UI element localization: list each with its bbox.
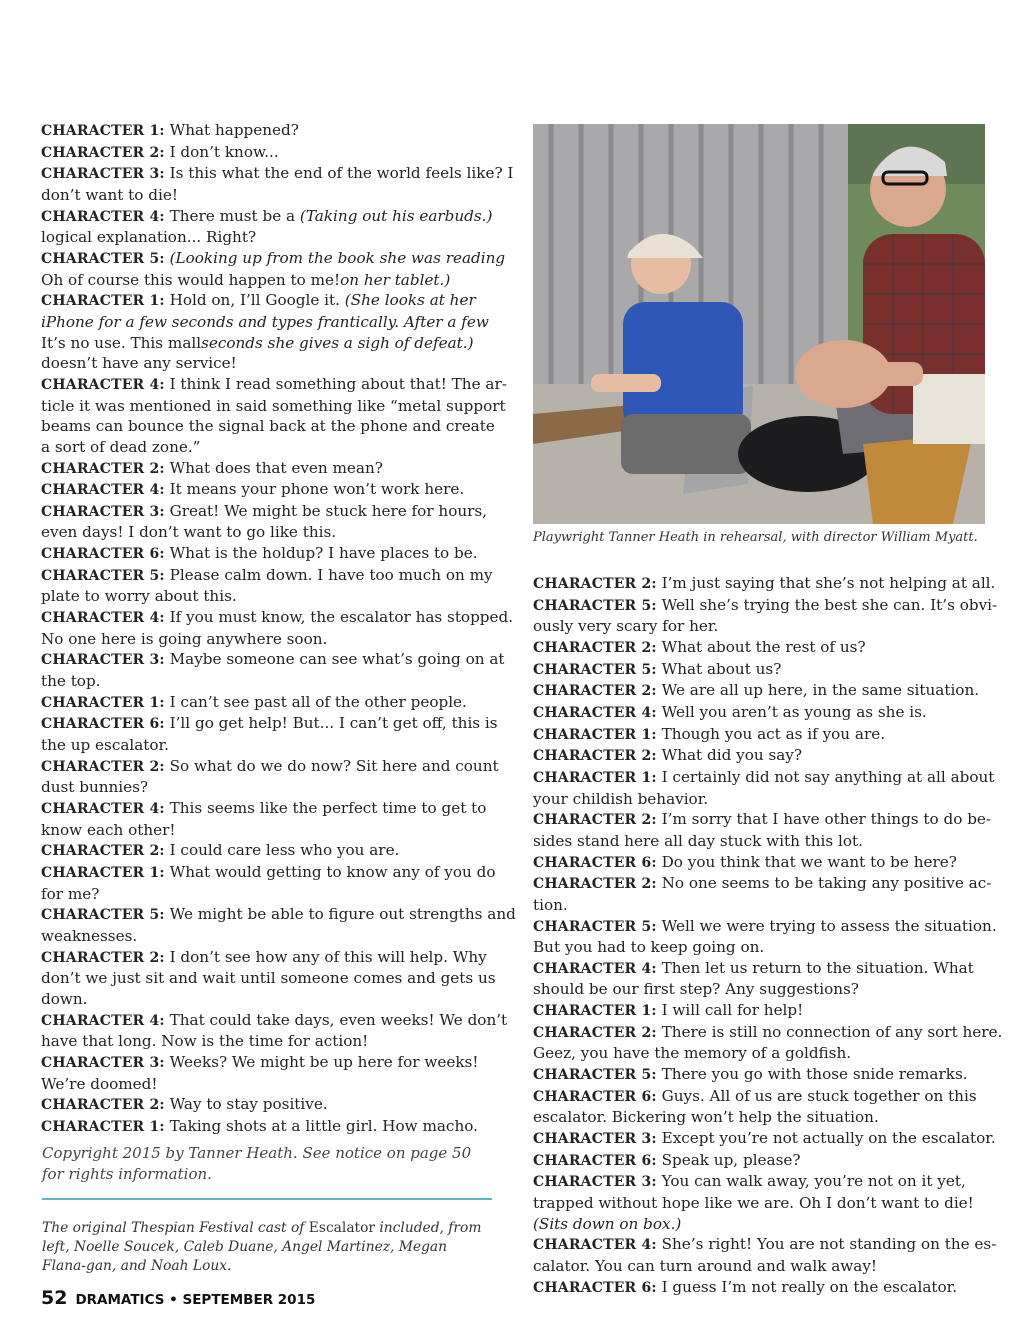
cast-note-title: Escalator <box>308 1220 375 1236</box>
dialogue-text: sides stand here all day stuck with this lot. <box>533 831 863 850</box>
speaker-name: CHARACTER 2: <box>41 843 165 860</box>
script-line <box>533 637 985 659</box>
speaker-name: CHARACTER 2: <box>533 876 657 893</box>
speaker-name: CHARACTER 2: <box>41 758 165 775</box>
dialogue-text: don’t we just sit and wait until someone comes and gets us <box>41 969 496 988</box>
script-line <box>533 916 997 938</box>
script-line <box>41 248 506 270</box>
script-line <box>533 767 995 789</box>
speaker-name: CHARACTER 2: <box>41 1097 165 1114</box>
dialogue-text: Well she’s trying the best she can. It’s obvi- <box>656 595 998 614</box>
stage-direction: (Sits down on box.) <box>533 1214 682 1233</box>
speaker-name: CHARACTER 6: <box>41 546 165 563</box>
script-line <box>41 926 493 947</box>
script-line <box>41 735 493 756</box>
cast-note <box>42 1219 494 1276</box>
dialogue-text: your childish behavior. <box>533 789 709 808</box>
script-line <box>533 1128 996 1150</box>
dialogue-text: for me? <box>41 884 100 903</box>
script-line <box>533 724 985 746</box>
dialogue-text: Do you think that we want to be here? <box>656 852 957 871</box>
script-line <box>41 692 493 714</box>
script-column-left <box>41 120 516 1138</box>
dialogue-text: Guys. All of us are stuck together on this <box>656 1086 977 1105</box>
dialogue-text: What would getting to know any of you do <box>164 862 496 881</box>
script-line <box>41 607 514 629</box>
script-line <box>41 1031 493 1052</box>
dialogue-text: know each other! <box>41 820 176 839</box>
dialogue-text: weaknesses. <box>41 926 138 945</box>
dialogue-text: Well you aren’t as young as she is. <box>656 702 927 721</box>
script-line <box>41 798 493 820</box>
copyright-notice: Copyright 2015 by Tanner Heath. See notice on page 50 for rights information. <box>42 1144 472 1183</box>
dialogue-text: a sort of dead zone.” <box>41 437 201 456</box>
script-line <box>533 937 985 958</box>
script-line <box>41 1052 493 1074</box>
dialogue-text: What does that even mean? <box>164 458 383 477</box>
dialogue-text: Please calm down. I have too much on my <box>164 565 493 584</box>
rehearsal-photo <box>533 124 985 524</box>
script-line <box>533 1022 1003 1044</box>
dialogue-text: I don’t see how any of this will help. Why <box>164 947 487 966</box>
dialogue-text: escalator. Bickering won’t help the situation. <box>533 1108 879 1127</box>
script-line <box>41 649 505 671</box>
script-line <box>41 1116 493 1138</box>
dialogue-text: Well we were trying to assess the situation. <box>656 916 997 935</box>
dialogue-text: So what do we do now? Sit here and count <box>164 756 499 775</box>
speaker-name: CHARACTER 6: <box>533 854 657 871</box>
script-line <box>41 629 493 650</box>
script-line <box>533 1064 985 1086</box>
dialogue-text: That could take days, even weeks! We don’t <box>164 1010 508 1029</box>
cast-note-pre: The original Thespian Festival cast of <box>42 1220 309 1236</box>
dialogue-text: I certainly did not say anything at all about <box>656 767 995 786</box>
dialogue-text: dust bunnies? <box>41 778 149 797</box>
dialogue-text: Maybe someone can see what’s going on at <box>164 650 505 669</box>
stage-direction: on her tablet.) <box>340 270 451 289</box>
script-line <box>533 979 985 1000</box>
script-line <box>41 290 493 312</box>
dialogue-text: doesn’t have any service! <box>41 354 237 373</box>
script-line <box>41 968 496 989</box>
script-line <box>41 437 493 458</box>
dialogue-text: even days! I don’t want to go like this. <box>41 523 337 542</box>
dialogue-text: We might be able to figure out strengths and <box>164 905 516 924</box>
script-line <box>533 1214 985 1235</box>
speaker-name: CHARACTER 1: <box>41 694 165 711</box>
script-line <box>41 374 507 396</box>
script-line <box>533 1150 985 1172</box>
speaker-name: CHARACTER 2: <box>533 639 657 656</box>
script-line <box>41 904 516 926</box>
magazine-dateline: DRAMATICS • SEPTEMBER 2015 <box>75 1292 316 1308</box>
speaker-name: CHARACTER 6: <box>533 1279 657 1296</box>
dialogue-text: logical explanation... Right? <box>41 228 257 247</box>
script-line <box>41 1074 493 1095</box>
dialogue-text: calator. You can turn around and walk away! <box>533 1257 878 1275</box>
dialogue-text: There must be a <box>164 206 296 225</box>
dialogue-text: Is this what the end of the world feels like? I <box>164 164 514 183</box>
dialogue-text: beams can bounce the signal back at the phone and create <box>41 417 495 436</box>
script-line <box>533 745 985 767</box>
speaker-name: CHARACTER 1: <box>41 1118 165 1135</box>
dialogue-text: I will call for help! <box>656 1001 804 1020</box>
stage-direction: seconds she gives a sigh of defeat.) <box>201 333 474 352</box>
script-line <box>41 142 493 164</box>
script-line <box>533 1000 985 1022</box>
stage-direction: (She looks at her <box>344 291 476 310</box>
script-line <box>41 777 493 798</box>
speaker-name: CHARACTER 5: <box>41 907 165 924</box>
dialogue-text: Geez, you have the memory of a goldfish. <box>533 1044 852 1063</box>
speaker-name: CHARACTER 6: <box>533 1088 657 1105</box>
speaker-name: CHARACTER 1: <box>533 1003 657 1020</box>
speaker-name: CHARACTER 3: <box>533 1131 657 1148</box>
dialogue-text: should be our first step? Any suggestions? <box>533 980 859 999</box>
script-line <box>41 501 493 523</box>
script-line <box>41 862 496 884</box>
speaker-name: CHARACTER 5: <box>41 250 165 267</box>
script-line <box>533 895 985 916</box>
script-line <box>41 756 499 778</box>
script-line <box>41 396 506 417</box>
dialogue-text: No one seems to be taking any positive ac- <box>656 874 992 893</box>
stage-direction: (Looking up from the book she was reading <box>164 248 506 267</box>
script-line <box>41 671 493 692</box>
script-line <box>533 809 992 831</box>
speaker-name: CHARACTER 1: <box>533 769 657 786</box>
dialogue-text: What is the holdup? I have places to be. <box>164 544 478 563</box>
script-line <box>41 947 493 969</box>
speaker-name: CHARACTER 2: <box>533 812 657 829</box>
script-line <box>533 958 985 980</box>
script-line <box>533 1234 997 1256</box>
dialogue-text: I think I read something about that! The ar- <box>164 374 507 393</box>
script-line <box>533 1107 985 1128</box>
page-number: 52 <box>41 1287 68 1309</box>
dialogue-text: Though you act as if you are. <box>656 724 886 743</box>
dialogue-text: I guess I’m not really on the escalator. <box>656 1277 958 1296</box>
dialogue-text: Oh of course this would happen to me! <box>41 270 341 289</box>
script-line <box>533 595 998 617</box>
cast-note-post: included, from left, Noelle Soucek, Caleb Duane, Angel Martinez, Megan Flana-gan, and Noah Loux. <box>42 1220 482 1274</box>
script-line <box>533 616 985 637</box>
speaker-name: CHARACTER 3: <box>533 1174 657 1191</box>
dialogue-text: Way to stay positive. <box>164 1095 328 1114</box>
dialogue-text: I can’t see past all of the other people. <box>164 692 467 711</box>
speaker-name: CHARACTER 4: <box>41 208 165 225</box>
dialogue-text: There is still no connection of any sort here. <box>656 1022 1003 1041</box>
script-line <box>41 416 493 437</box>
dialogue-text: I’m sorry that I have other things to do be- <box>656 810 992 829</box>
script-line <box>41 458 493 480</box>
speaker-name: CHARACTER 3: <box>41 503 165 520</box>
dialogue-text: There you go with those snide remarks. <box>656 1065 968 1084</box>
speaker-name: CHARACTER 4: <box>533 1237 657 1254</box>
dialogue-text: Great! We might be stuck here for hours, <box>164 501 487 520</box>
script-line <box>41 840 493 862</box>
speaker-name: CHARACTER 1: <box>41 864 165 881</box>
speaker-name: CHARACTER 2: <box>41 949 165 966</box>
dialogue-text: I’m just saying that she’s not helping at all. <box>656 574 996 592</box>
script-line <box>533 1086 985 1108</box>
script-column-right <box>533 573 1003 1298</box>
dialogue-text: tion. <box>533 895 568 914</box>
dialogue-text: What about the rest of us? <box>656 637 866 656</box>
dialogue-text: She’s right! You are not standing on the es- <box>656 1235 997 1254</box>
script-line <box>533 680 985 702</box>
page-folio <box>41 1287 315 1309</box>
dialogue-text: No one here is going anywhere soon. <box>41 629 328 648</box>
script-line <box>533 873 992 895</box>
speaker-name: CHARACTER 5: <box>533 597 657 614</box>
script-line <box>41 312 493 333</box>
script-line <box>533 1171 985 1193</box>
script-line <box>533 659 985 681</box>
speaker-name: CHARACTER 4: <box>41 610 165 627</box>
speaker-name: CHARACTER 6: <box>41 716 165 733</box>
script-line <box>41 1010 508 1032</box>
speaker-name: CHARACTER 2: <box>533 683 657 700</box>
dialogue-text: It means your phone won’t work here. <box>164 480 465 499</box>
dialogue-text: ously very scary for her. <box>533 617 719 636</box>
speaker-name: CHARACTER 5: <box>533 918 657 935</box>
dialogue-text: the up escalator. <box>41 736 169 755</box>
dialogue-text: Then let us return to the situation. What <box>656 958 974 977</box>
script-line <box>533 831 985 852</box>
divider-rule <box>42 1198 492 1200</box>
script-line <box>41 1094 493 1116</box>
dialogue-text: This seems like the perfect time to get to <box>164 799 487 817</box>
speaker-name: CHARACTER 2: <box>533 748 657 765</box>
script-line <box>41 270 493 291</box>
speaker-name: CHARACTER 2: <box>41 144 165 161</box>
speaker-name: CHARACTER 2: <box>533 1024 657 1041</box>
script-line <box>41 989 493 1010</box>
dialogue-text: We’re doomed! <box>41 1074 158 1093</box>
speaker-name: CHARACTER 5: <box>41 567 165 584</box>
speaker-name: CHARACTER 4: <box>41 376 165 393</box>
script-line <box>533 852 985 874</box>
script-line <box>41 543 493 565</box>
photo-caption: Playwright Tanner Heath in rehearsal, with director William Myatt. <box>533 530 978 545</box>
speaker-name: CHARACTER 3: <box>41 1054 165 1071</box>
dialogue-text: We are all up here, in the same situation. <box>656 681 980 700</box>
dialogue-text: I could care less who you are. <box>164 841 400 860</box>
script-line <box>41 820 493 841</box>
dialogue-text: don’t want to die! <box>41 185 178 204</box>
script-line <box>41 120 493 142</box>
speaker-name: CHARACTER 2: <box>533 576 657 592</box>
script-line <box>41 227 493 248</box>
script-line <box>533 702 985 724</box>
script-line <box>41 522 493 543</box>
speaker-name: CHARACTER 5: <box>533 661 657 678</box>
speaker-name: CHARACTER 1: <box>533 726 657 743</box>
speaker-name: CHARACTER 3: <box>41 166 165 183</box>
speaker-name: CHARACTER 6: <box>533 1152 657 1169</box>
dialogue-text: What did you say? <box>656 746 803 765</box>
script-line <box>41 206 493 228</box>
dialogue-text: Weeks? We might be up here for weeks! <box>164 1052 479 1071</box>
dialogue-text: What happened? <box>164 121 299 139</box>
script-line <box>41 884 493 905</box>
dialogue-text: have that long. Now is the time for action! <box>41 1032 369 1051</box>
script-line <box>41 185 493 206</box>
script-line <box>533 1043 985 1064</box>
script-line <box>533 1256 985 1277</box>
dialogue-text: Except you’re not actually on the escalator. <box>656 1129 996 1148</box>
script-line <box>41 565 493 587</box>
dialogue-text: It’s no use. This mall <box>41 333 202 352</box>
speaker-name: CHARACTER 3: <box>41 652 165 669</box>
stage-direction: (Taking out his earbuds.) <box>295 206 493 225</box>
dialogue-text: What about us? <box>656 659 782 678</box>
speaker-name: CHARACTER 2: <box>41 460 165 477</box>
speaker-name: CHARACTER 4: <box>41 482 165 499</box>
dialogue-text: I don’t know... <box>164 142 279 161</box>
speaker-name: CHARACTER 4: <box>41 801 165 817</box>
script-line <box>533 573 996 595</box>
speaker-name: CHARACTER 5: <box>533 1067 657 1084</box>
dialogue-text: But you had to keep going on. <box>533 938 765 957</box>
speaker-name: CHARACTER 4: <box>533 704 657 721</box>
dialogue-text: I’ll go get help! But... I can’t get off, this is <box>164 714 498 733</box>
speaker-name: CHARACTER 1: <box>41 293 165 310</box>
script-line <box>533 789 985 810</box>
script-line <box>533 1277 985 1299</box>
script-line <box>41 586 493 607</box>
dialogue-text: the top. <box>41 672 101 691</box>
dialogue-text: ticle it was mentioned in said something like “metal support <box>41 396 506 415</box>
script-line <box>41 479 493 501</box>
dialogue-text: Speak up, please? <box>656 1150 801 1169</box>
stage-direction: iPhone for a few seconds and types frantically. After a few <box>41 312 489 331</box>
dialogue-text: plate to worry about this. <box>41 587 237 606</box>
dialogue-text: Taking shots at a little girl. How macho. <box>164 1116 478 1135</box>
script-line <box>533 1193 985 1214</box>
dialogue-text: trapped without hope like we are. Oh I don’t want to die! <box>533 1194 974 1213</box>
dialogue-text: You can walk away, you’re not on it yet, <box>656 1172 966 1191</box>
dialogue-text: down. <box>41 989 88 1008</box>
script-line <box>41 163 514 185</box>
script-line <box>41 713 498 735</box>
speaker-name: CHARACTER 4: <box>533 960 657 977</box>
script-line <box>41 333 493 354</box>
dialogue-text: Hold on, I’ll Google it. <box>164 291 345 310</box>
speaker-name: CHARACTER 4: <box>41 1012 165 1029</box>
script-line <box>41 353 493 374</box>
dialogue-text: If you must know, the escalator has stopped. <box>164 608 514 627</box>
speaker-name: CHARACTER 1: <box>41 123 165 139</box>
